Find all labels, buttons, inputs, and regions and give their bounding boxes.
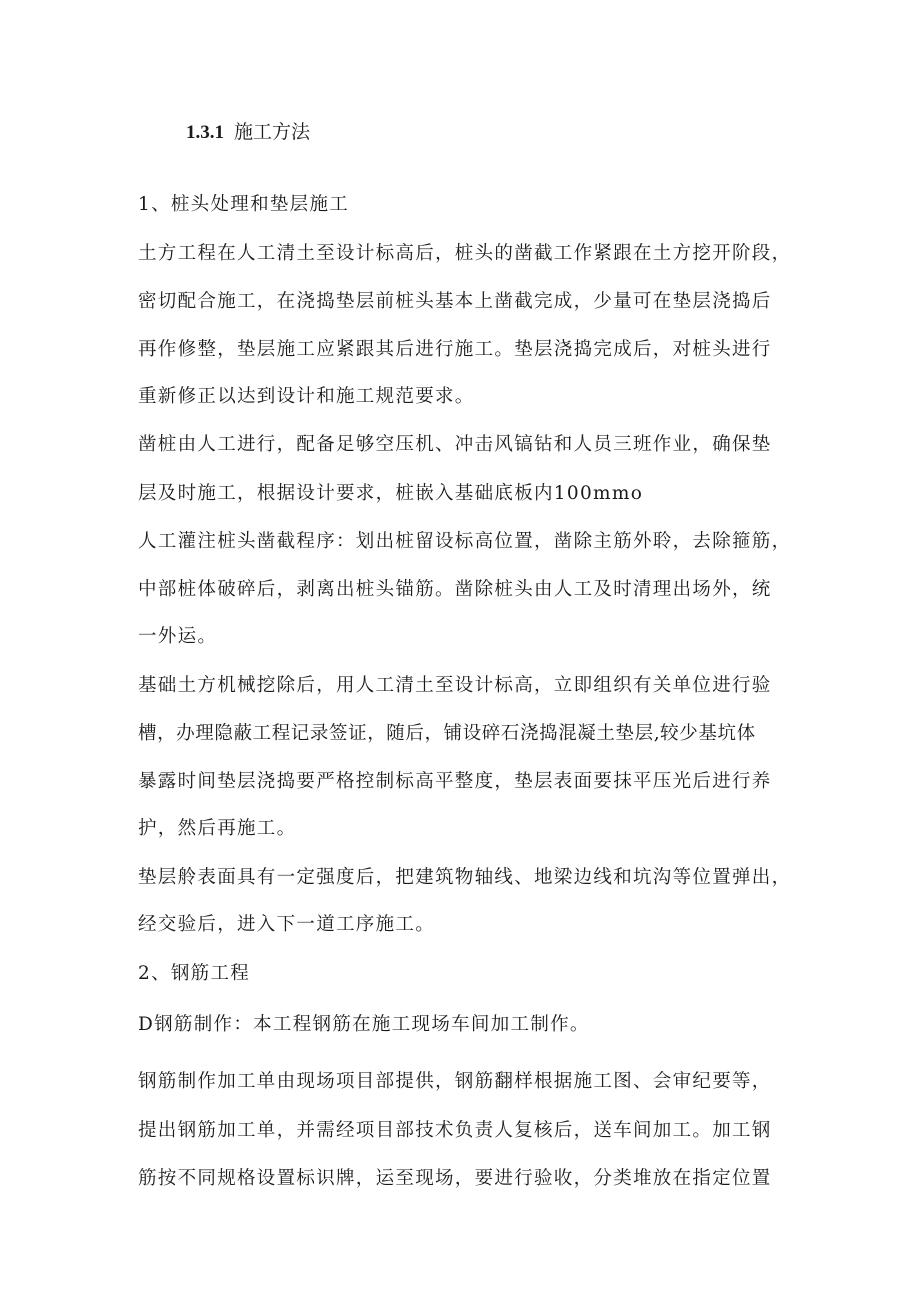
paragraph-line: D钢筋制作：本工程钢筋在施工现场车间加工制作。	[138, 1014, 590, 1035]
paragraph-line: 垫层舲表面具有一定强度后，把建筑物轴线、地梁边线和坑沟等位置弹出，	[138, 867, 792, 888]
paragraph-line: 暴露时间垫层浇捣要严格控制标高平整度，垫层表面要抹平压光后进行养	[138, 771, 772, 792]
section-heading	[186, 118, 310, 147]
paragraph-line: 人工灌注桩头凿截程序：划出桩留设标高位置，凿除主筋外聆，去除箍筋，	[138, 531, 792, 552]
section-number: 1.3.1	[186, 122, 224, 143]
paragraph-line: 基础土方机械挖除后，用人工清土至设计标高，立即组织有关单位进行验	[138, 675, 772, 696]
paragraph-line: 筋按不同规格设置标识牌，运至现场，要进行验收，分类堆放在指定位置	[138, 1168, 772, 1189]
paragraph-line: 槽，办理隐蔽工程记录签证，随后，铺设碎石浇捣混凝土垫层,较少基坑体	[138, 723, 756, 744]
paragraph-line: 重新修正以达到设计和施工规范要求。	[138, 386, 475, 407]
paragraph-line: 提出钢筋加工单，并需经项目部技术负责人复核后，送车间加工。加工钢	[138, 1120, 772, 1141]
subheading-pile-head: 1、桩头处理和垫层施工	[138, 194, 350, 215]
subheading-rebar: 2、钢筋工程	[138, 963, 251, 984]
paragraph-line: 经交验后，进入下一道工序施工。	[138, 914, 436, 935]
paragraph-line: 再作修整，垫层施工应紧跟其后进行施工。垫层浇捣完成后，对桩头进行	[138, 339, 772, 360]
paragraph-line: 密切配合施工，在浇捣垫层前桩头基本上凿截完成，少量可在垫层浇捣后	[138, 291, 772, 312]
paragraph-line: 层及时施工，根据设计要求，桩嵌入基础底板内100mmo	[138, 483, 644, 504]
paragraph-line: 护，然后再施工。	[138, 818, 297, 839]
paragraph-line: 土方工程在人工清土至设计标高后，桩头的凿截工作紧跟在土方挖开阶段，	[138, 243, 792, 264]
paragraph-line: 中部桩体破碎后，剥离出桩头锚筋。凿除桩头由人工及时清理出场外，统	[138, 579, 772, 600]
paragraph-line: 钢筋制作加工单由现场项目部提供，钢筋翻样根据施工图、会审纪要等，	[138, 1071, 772, 1092]
paragraph-line: 凿桩由人工进行，配备足够空压机、冲击风镐钻和人员三班作业，确保垫	[138, 434, 772, 455]
section-title: 施工方法	[234, 121, 311, 143]
paragraph-line: 一外运。	[138, 626, 218, 647]
